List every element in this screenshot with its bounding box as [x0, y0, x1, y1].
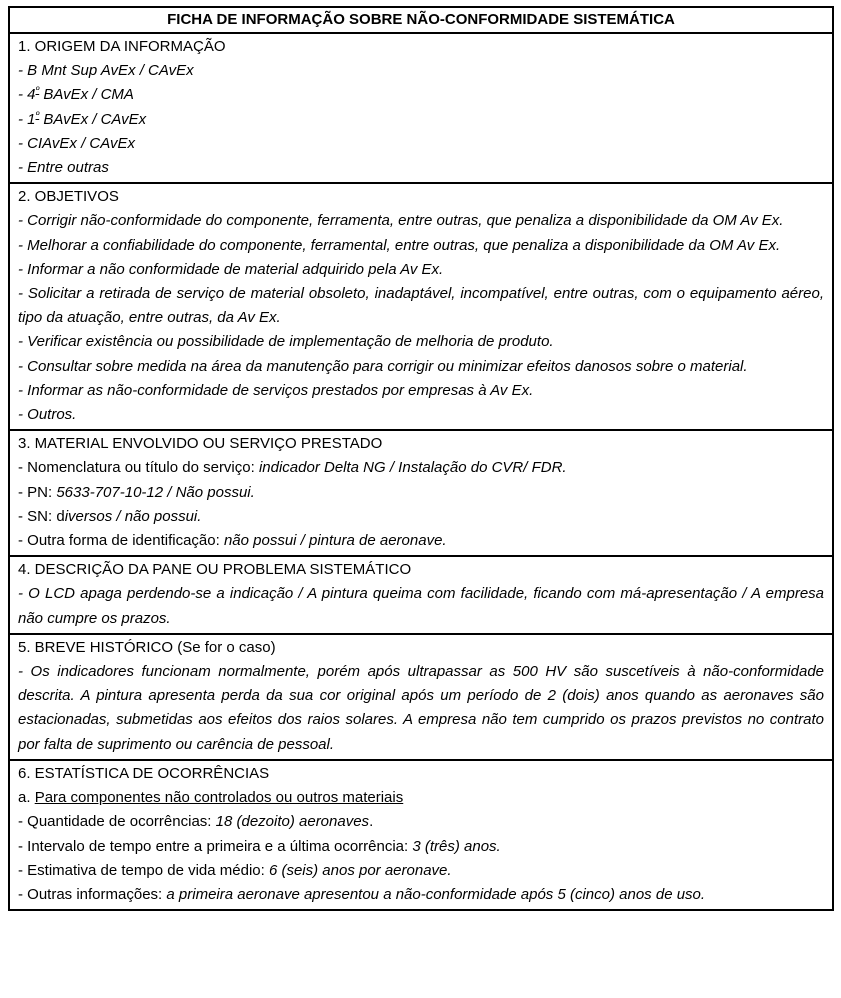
origin-item: - CIAvEx / CAvEx: [18, 134, 135, 152]
objective-item: - Informar a não conformidade de material adquirido pela Av Ex.: [18, 260, 444, 278]
statistics-line: [18, 883, 824, 907]
field-label: - Outras informações:: [18, 885, 167, 903]
material-line: [18, 529, 824, 553]
field-label: - Outra forma de identificação:: [18, 532, 224, 550]
section-statistics-heading: 6. ESTATÍSTICA DE OCORRÊNCIAS: [18, 764, 270, 782]
section-objectives: [10, 184, 832, 431]
field-value: 18 (dezoito) aeronaves: [215, 813, 370, 831]
origin-item: [18, 108, 824, 132]
field-label: - PN:: [18, 483, 57, 501]
field-value: iversos / não possui.: [64, 507, 202, 525]
field-value: 6 (seis) anos por aeronave.: [268, 861, 452, 879]
field-label: - Estimativa de tempo de vida médio:: [18, 861, 269, 879]
field-end: .: [369, 813, 374, 831]
origin-item-part: - 1: [18, 110, 36, 128]
section-history-heading: 5. BREVE HISTÓRICO (Se for o caso): [18, 638, 276, 656]
statistics-line: [18, 859, 824, 883]
field-label: - SN: d: [18, 507, 65, 525]
statistics-subheading: [18, 786, 824, 810]
objective-item: - Informar as não-conformidade de serviços prestados por empresas à Av Ex.: [18, 381, 534, 399]
statistics-line: [18, 810, 824, 834]
objective-item: - Outros.: [18, 406, 77, 424]
objective-item: - Corrigir não-conformidade do componente, ferramenta, entre outras, que penaliza a disponibilidade da OM Av Ex.: [18, 212, 784, 230]
objective-item: - Consultar sobre medida na área da manutenção para corrigir ou minimizar efeitos danosos sobre o material.: [18, 357, 748, 375]
section-history: [10, 635, 832, 761]
subheading-prefix: a.: [18, 789, 35, 807]
section-statistics: [10, 761, 832, 909]
origin-item-part: BAvEx / CAvEx: [39, 110, 147, 128]
section-description-heading: 4. DESCRIÇÃO DA PANE OU PROBLEMA SISTEMÁTICO: [18, 561, 412, 579]
field-value: indicador Delta NG / Instalação do CVR/ FDR.: [258, 459, 567, 477]
field-value: não possui / pintura de aeronave.: [223, 532, 447, 550]
section-origin-heading: 1. ORIGEM DA INFORMAÇÃO: [18, 38, 226, 55]
ordinal-mark: º: [35, 85, 40, 97]
material-line: [18, 505, 824, 529]
material-line: [18, 481, 824, 505]
origin-item: - Entre outras: [18, 159, 109, 177]
objective-item: - Melhorar a confiabilidade do componente, ferramental, entre outras, que penaliza a disponibilidade da OM Av Ex.: [18, 236, 781, 254]
field-value: 3 (três) anos.: [412, 837, 501, 855]
origin-item: [18, 83, 824, 107]
ordinal-mark: º: [35, 109, 40, 121]
history-text: - Os indicadores funcionam normalmente, porém após ultrapassar as 500 HV são suscetíveis à não-conformidade descrita. A pintura apresenta perda da sua cor original após um período de 2 (dois) anos quando as aeronaves são estacionadas, submetidas aos efeitos dos raios solares. A empresa não tem cumprido os prazos previstos no contrato por falta de suprimento ou carência de pessoal.: [18, 663, 824, 753]
subheading-text: Para componentes não controlados ou outros materiais: [34, 789, 404, 807]
field-value: a primeira aeronave apresentou a não-conformidade após 5 (cinco) anos de uso.: [166, 885, 706, 903]
origin-item-part: - 4: [18, 86, 36, 104]
field-label: - Quantidade de ocorrências:: [18, 813, 216, 831]
objective-item: - Verificar existência ou possibilidade de implementação de melhoria de produto.: [18, 333, 554, 351]
field-value: 5633-707-10-12 / Não possui.: [56, 483, 255, 501]
form-title: FICHA DE INFORMAÇÃO SOBRE NÃO-CONFORMIDADE SISTEMÁTICA: [10, 8, 832, 34]
statistics-line: [18, 835, 824, 859]
section-objectives-heading: 2. OBJETIVOS: [18, 188, 119, 206]
section-description: [10, 557, 832, 635]
origin-item: - B Mnt Sup AvEx / CAvEx: [18, 62, 194, 80]
nonconformity-form: [8, 6, 834, 911]
section-material-heading: 3. MATERIAL ENVOLVIDO OU SERVIÇO PRESTADO: [18, 435, 383, 453]
material-line: [18, 456, 824, 480]
field-label: - Nomenclatura ou título do serviço:: [18, 459, 259, 477]
origin-item-part: BAvEx / CMA: [39, 86, 134, 104]
description-text: - O LCD apaga perdendo-se a indicação / A pintura queima com facilidade, ficando com má-apresentação / A empresa não cumpre os prazos.: [18, 585, 824, 627]
section-material: [10, 431, 832, 557]
field-label: - Intervalo de tempo entre a primeira e a última ocorrência:: [18, 837, 413, 855]
objective-item: - Solicitar a retirada de serviço de material obsoleto, inadaptável, incompatível, entre outras, com o equipamento aéreo, tipo da atuação, entre outras, da Av Ex.: [18, 285, 824, 327]
section-origin: [10, 34, 832, 184]
